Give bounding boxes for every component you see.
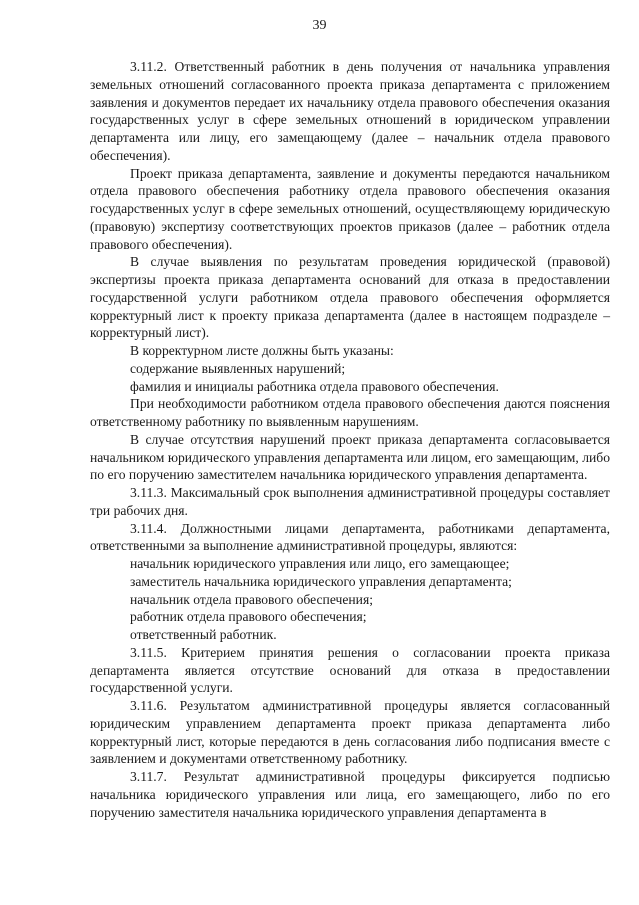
paragraph-3-11-5: 3.11.5. Критерием принятия решения о согласовании проекта приказа департамента является отсутствие оснований для отказа в предоставлении государственной услуги. — [90, 644, 610, 696]
document-body — [90, 58, 610, 821]
paragraph-3-11-4: 3.11.4. Должностными лицами департамента, работниками департамента, ответственными за выполнение административной процедуры, являются: — [90, 520, 610, 554]
paragraph-3-11-2: 3.11.2. Ответственный работник в день получения от начальника управления земельных отношений согласованного проекта приказа департамента с приложением заявления и документов передает их начальнику отдела правового обеспечения оказания государственных услуг в сфере земельных отношений в юридическом управлении департамента или лицу, его замещающему (далее – начальник отдела правового обеспечения). — [90, 59, 610, 163]
paragraph-3-11-3: 3.11.3. Максимальный срок выполнения административной процедуры составляет три рабочих дня. — [90, 485, 610, 518]
list-item: фамилия и инициалы работника отдела правового обеспечения. — [130, 378, 499, 394]
list-item: работник отдела правового обеспечения; — [130, 609, 367, 625]
list-item: содержание выявленных нарушений; — [130, 360, 346, 376]
list-intro: В корректурном листе должны быть указаны: — [130, 343, 394, 358]
list-item: заместитель начальника юридического управления департамента; — [130, 573, 512, 589]
paragraph-3-11-6: 3.11.6. Результатом административной процедуры является согласованный юридическим управлением департамента проект приказа департамента либо корректурный лист, которые передаются в день согласования либо подписания вместе с заявлением и документами ответственному работнику. — [90, 698, 610, 767]
paragraph-no-violations: В случае отсутствия нарушений проект приказа департамента согласовывается начальником юридического управления департамента или лицом, его замещающим, либо по его поручению заместителем начальника юридического управления департамента. — [90, 431, 610, 483]
paragraph-violations-found: В случае выявления по результатам проведения юридической (правовой) экспертизы проекта приказа департамента оснований для отказа в предоставлении государственной услуги работником отдела правового обеспечения оформляется корректурный лист к проекту приказа департамента (далее в настоящем подразделе – корректурный лист). — [90, 254, 610, 341]
paragraph-3-11-7: 3.11.7. Результат административной процедуры фиксируется подписью начальника юридического управления или лица, его замещающего, либо по его поручению заместителя начальника юридического управления департамента в — [90, 769, 610, 820]
list-item: начальник юридического управления или лицо, его замещающее; — [130, 556, 510, 571]
list-item: начальник отдела правового обеспечения; — [130, 591, 373, 607]
paragraph-project-transfer: Проект приказа департамента, заявление и документы передаются начальником отдела правового обеспечения работнику отдела правового обеспечения оказания государственных услуг в сфере земельных отношений, осуществляющему юридическую (правовую) экспертизу соответствующих проектов приказов (далее – работник отдела правового обеспечения). — [90, 165, 610, 252]
page-number: 39 — [312, 18, 327, 33]
paragraph-explanations: При необходимости работником отдела правового обеспечения даются пояснения ответственному работнику по выявленным нарушениям. — [90, 396, 610, 429]
list-item: ответственный работник. — [130, 627, 277, 642]
